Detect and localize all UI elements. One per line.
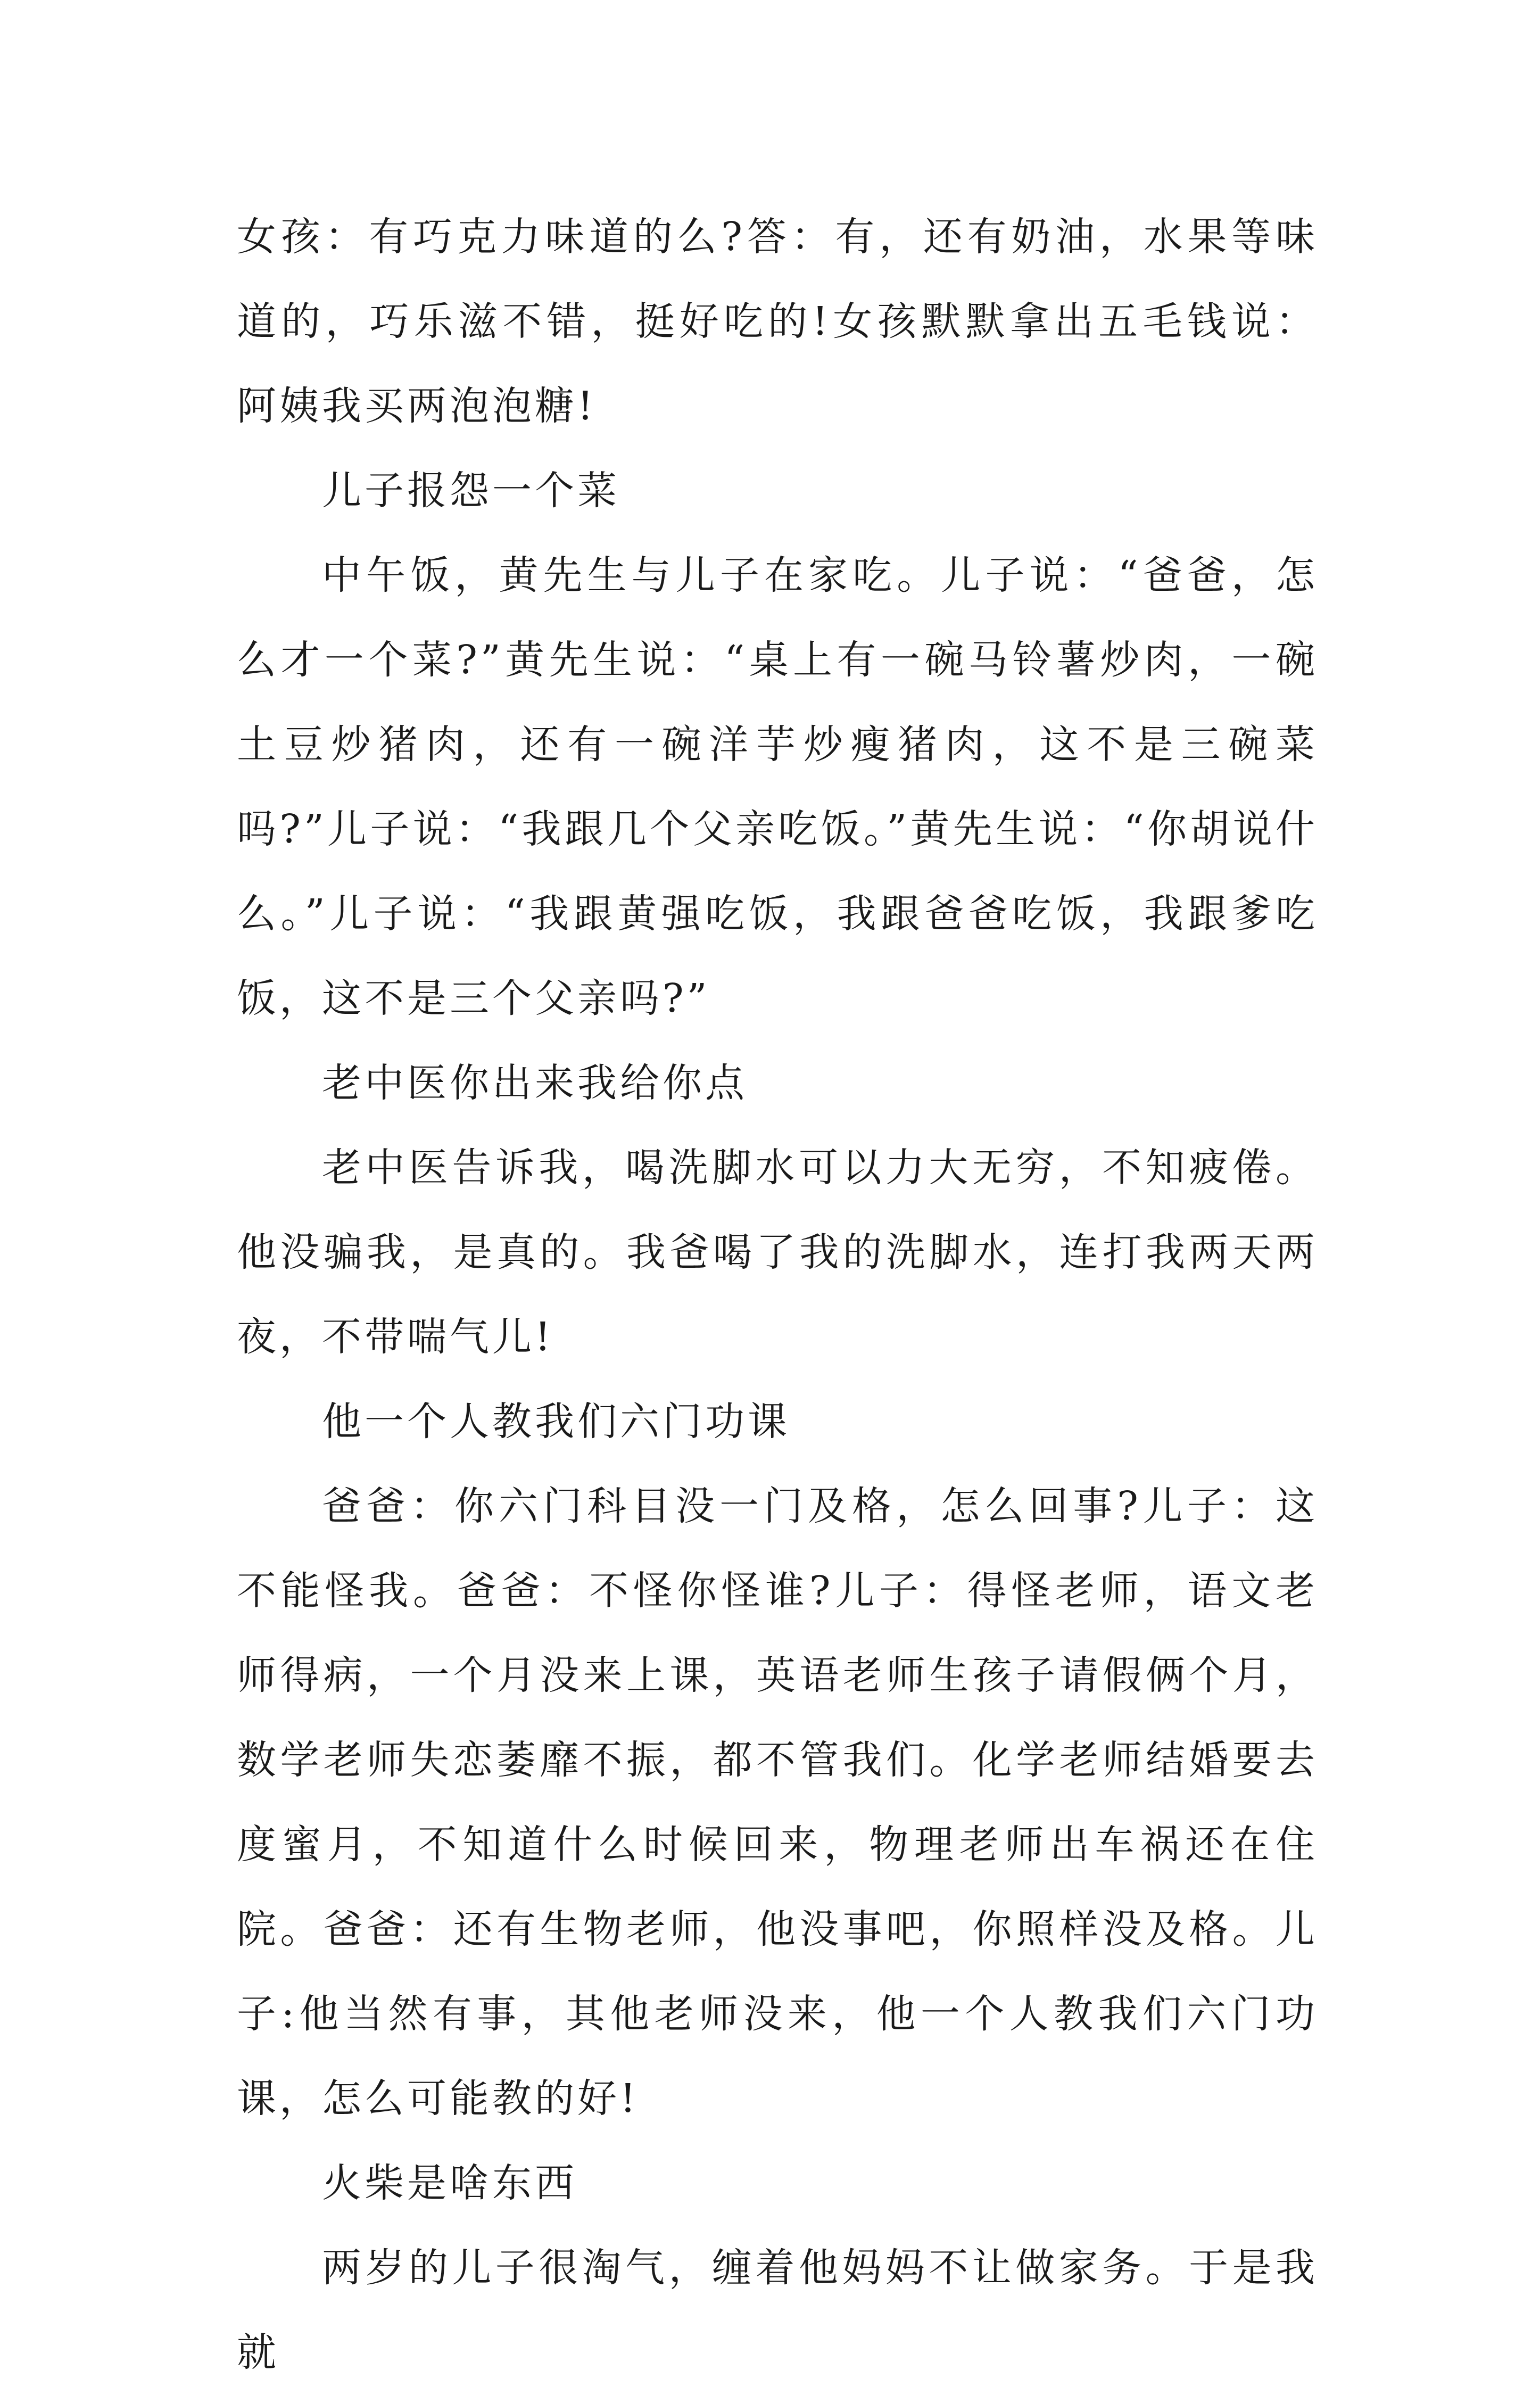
heading-six-subjects: 他一个人教我们六门功课 xyxy=(322,1399,790,1444)
document-body xyxy=(237,195,1318,2395)
heading-son-complains: 儿子报怨一个菜 xyxy=(322,468,620,514)
paragraph-lunch-story: 中午饭，黄先生与儿子在家吃。儿子说：“爸爸，怎么才一个菜?”黄先生说：“桌上有一碗马铃薯炒肉，一碗土豆炒猪肉，还有一碗洋芋炒瘦猪肉，这不是三碗菜吗?”儿子说：“我跟几个父亲吃饭。”黄先生说：“你胡说什么。”儿子说：“我跟黄强吃饭，我跟爸爸吃饭，我跟爹吃饭，这不是三个父亲吗?” xyxy=(237,552,1318,1021)
heading-old-doctor: 老中医你出来我给你点 xyxy=(322,1060,748,1106)
paragraph-six-subjects: 爸爸：你六门科目没一门及格，怎么回事?儿子：这不能怪我。爸爸：不怪你怪谁?儿子：得怪老师，语文老师得病，一个月没来上课，英语老师生孩子请假俩个月，数学老师失恋萎靡不振，都不管我们。化学老师结婚要去度蜜月，不知道什么时候回来，物理老师出车祸还在住院。爸爸：还有生物老师，他没事吧，你照样没及格。儿子:他当然有事，其他老师没来，他一个人教我们六门功课，怎么可能教的好! xyxy=(237,1483,1318,2121)
paragraph-1: 女孩：有巧克力味道的么?答：有，还有奶油，水果等味道的，巧乐滋不错，挺好吃的!女孩默默拿出五毛钱说：阿姨我买两泡泡糖! xyxy=(237,214,1318,429)
heading-matches: 火柴是啥东西 xyxy=(322,2160,577,2206)
paragraph-foot-water: 老中医告诉我，喝洗脚水可以力大无穷，不知疲倦。他没骗我，是真的。我爸喝了我的洗脚水，连打我两天两夜，不带喘气儿! xyxy=(237,1145,1318,1360)
paragraph-naughty-son: 两岁的儿子很淘气，缠着他妈妈不让做家务。于是我就 xyxy=(237,2245,1318,2375)
